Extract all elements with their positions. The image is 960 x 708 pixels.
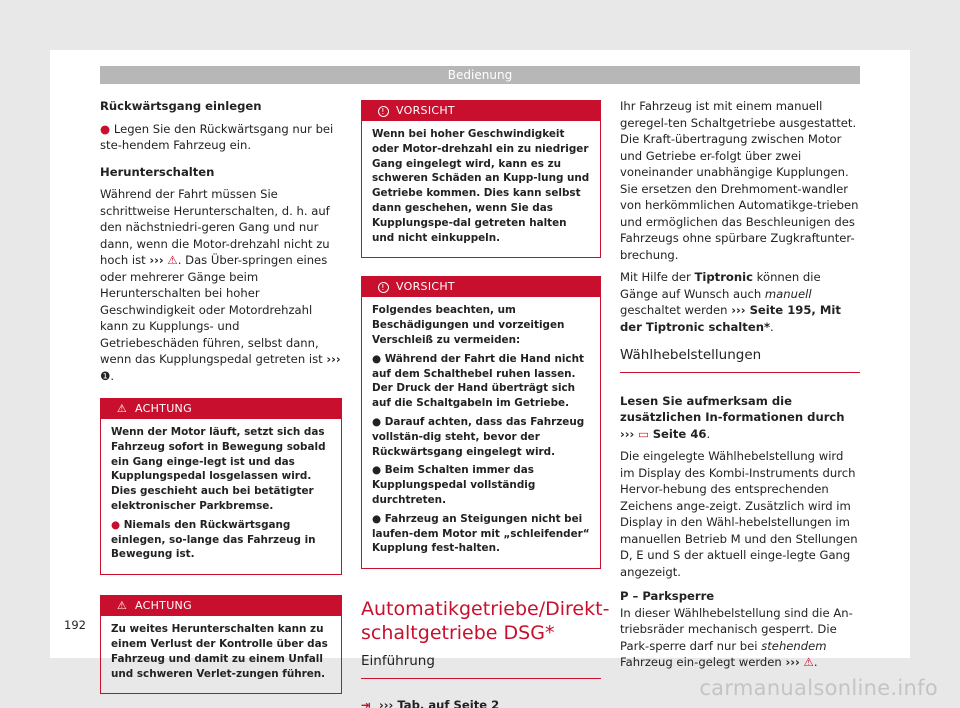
page-header: Bedienung xyxy=(100,66,860,84)
column-2 xyxy=(361,100,610,708)
caution-box-header: ! VORSICHT xyxy=(362,277,600,297)
warning-box-header: ⚠ ACHTUNG xyxy=(101,596,341,616)
list-item: ● Darauf achten, dass das Fahrzeug vollstän-dig steht, bevor der Rückwärtsgang eingelegt wird. xyxy=(372,415,585,458)
heading-reverse-gear: Rückwärtsgang einlegen xyxy=(100,99,262,113)
bullet-icon: ● xyxy=(100,121,111,136)
info-circle-icon: ! xyxy=(378,106,389,117)
paragraph-note: Lesen Sie aufmerksam die zusätzlichen In-formationen durch ››› ▭ Seite 46. xyxy=(620,393,845,441)
warning-box-header: ⚠ ACHTUNG xyxy=(101,399,341,419)
warning-box-body: Wenn der Motor läuft, setzt sich das Fahrzeug sofort in Bewegung sobald ein Gang einge-legt ist und das Kupplungspedal losgelassen wird. Dies geschieht auch bei betätigter elektronischer Parkbremse. ● Niemals den Rückwärtsgang einlegen, so-lange das Fahrzeug in Bewegung ist. xyxy=(111,426,326,561)
info-circle-icon: ! xyxy=(378,282,389,293)
page-number: 192 xyxy=(64,618,86,632)
heading-downshift: Herunterschalten xyxy=(100,164,215,179)
ref-arrows[interactable]: ››› xyxy=(326,352,341,366)
ref-arrows[interactable]: ››› xyxy=(785,655,800,669)
caution-box-header: ! VORSICHT xyxy=(362,101,600,121)
paragraph-downshift: Während der Fahrt müssen Sie schrittweise Herunterschalten, d. h. auf den nächstniedri-geren Gang und nur dann, wenn die Motor-drehzahl nicht zu hoch ist ››› ⚠. Das Über-springen eines oder mehrerer Gänge beim Herunterschalten bei hoher Geschwindigkeit oder Motordrehzahl kann zu Kupplungs- und Getriebeschäden führen, selbst dann, wenn das Kupplungspedal getreten ist ››› ❶. xyxy=(100,187,341,383)
paragraph-park: In dieser Wählhebelstellung sind die An-triebsräder mechanisch gesperrt. Die Park-sperre darf nur bei stehendem Fahrzeug ein-gelegt werden ››› ⚠. xyxy=(620,605,853,669)
warning-triangle-icon: ⚠ xyxy=(803,655,814,669)
ref-arrows[interactable]: ››› xyxy=(149,253,164,267)
paragraph-tiptronic: Mit Hilfe der Tiptronic können die Gänge auf Wunsch auch manuell geschaltet werden ››› Seite 195, Mit der Tiptronic schalten*. xyxy=(620,270,841,334)
warning-box-1 xyxy=(100,398,342,575)
warning-triangle-icon: ⚠ xyxy=(116,599,128,613)
warning-box-2 xyxy=(100,595,342,694)
column-1 xyxy=(100,98,342,708)
caution-box-body: Folgendes beachten, um Beschädigungen und vorzeitigen Verschleiß zu vermeiden: ● Während der Fahrt die Hand nicht auf dem Schalthebel ruhen lassen. Der Druck der Hand überträgt sich auf die Schaltgabeln im Getriebe. ● Darauf achten, dass das Fahrzeug vollstän-dig steht, bevor der Rückwärtsgang eingelegt wird. ● Beim Schalten immer das Kupplungspedal vollständig durchtreten. ● Fahrzeug an Steigungen nicht bei laufen-dem Motor mit „schleifender“ Kupplung fest-halten. xyxy=(372,304,590,555)
warning-triangle-icon: ⚠ xyxy=(116,402,128,415)
paragraph-display: Die eingelegte Wählhebelstellung wird im Display des Kombi-Instruments durch Hervor-hebung des entsprechenden Zeichens ange-zeigt. Zusätzlich wird im Display in den Wähl-hebelstellungen im manuellen Betrieb M und den Stellungen D, E und S der aktuell einge-legte Gang angezeigt. xyxy=(620,449,858,579)
section-subtitle: Einführung xyxy=(361,653,601,679)
table-icon: ⇥ xyxy=(361,697,371,708)
watermark: carmanualsonline.info xyxy=(699,676,938,700)
ref-arrows[interactable]: ››› xyxy=(620,426,635,441)
warning-box-body: Zu weites Herunterschalten kann zu einem Verlust der Kontrolle über das Fahrzeug und damit zu einem Unfall und schweren Verlet-zungen führen. xyxy=(111,623,328,680)
bullet-icon: ● xyxy=(111,518,121,531)
caution-box-body: Wenn bei hoher Geschwindigkeit oder Motor-drehzahl ein zu niedriger Gang eingelegt wird, kann es zu schweren Schäden an Kupp-lung und Getriebe kommen. Dies kann selbst dann geschehen, wenn Sie das Kupplungspe-dal getreten halten und nicht einkuppeln. xyxy=(372,128,590,244)
section-title: Automatikgetriebe/Direkt-schaltgetriebe DSG* xyxy=(361,598,610,645)
list-item: ● Beim Schalten immer das Kupplungspedal vollständig durchtreten. xyxy=(372,464,536,506)
heading-park: P – Parksperre xyxy=(620,589,715,603)
table-reference[interactable]: ⇥ ››› Tab. auf Seite 2 xyxy=(361,697,500,708)
column-3 xyxy=(620,98,860,677)
subtitle-selector-positions: Wählhebelstellungen xyxy=(620,347,860,373)
list-item: ● Während der Fahrt die Hand nicht auf dem Schalthebel ruhen lassen. Der Druck der Hand überträgt sich auf die Schaltgabeln im Getriebe. xyxy=(372,352,584,410)
paragraph-intro: Ihr Fahrzeug ist mit einem manuell geregel-ten Schaltgetriebe ausgestattet. Die Kraft-übertragung zwischen Motor und Getriebe er-folgt über zwei voneinander unabhängige Kupplungen. Sie ersetzen den Drehmoment-wandler von herkömmlichen Automatikge-trieben und ermöglichen das Beschleunigen des Fahrzeugs ohne spürbare Zugkraftunter-brechung. xyxy=(620,99,859,262)
link-page-46[interactable]: Seite 46 xyxy=(652,426,707,441)
book-icon: ▭ xyxy=(638,426,649,441)
link-tiptronic[interactable]: ››› Seite 195, Mit der Tiptronic schalten* xyxy=(620,303,841,334)
list-item: ● Fahrzeug an Steigungen nicht bei laufen-dem Motor mit „schleifender“ Kupplung fest-halten. xyxy=(372,512,590,555)
caution-box-1 xyxy=(361,100,601,258)
bullet-reverse-gear: ● Legen Sie den Rückwärtsgang nur bei ste-hendem Fahrzeug ein. xyxy=(100,121,334,152)
warning-triangle-icon: ⚠ xyxy=(167,253,178,267)
info-circle-icon: ❶ xyxy=(100,368,111,383)
caution-box-2 xyxy=(361,276,601,569)
